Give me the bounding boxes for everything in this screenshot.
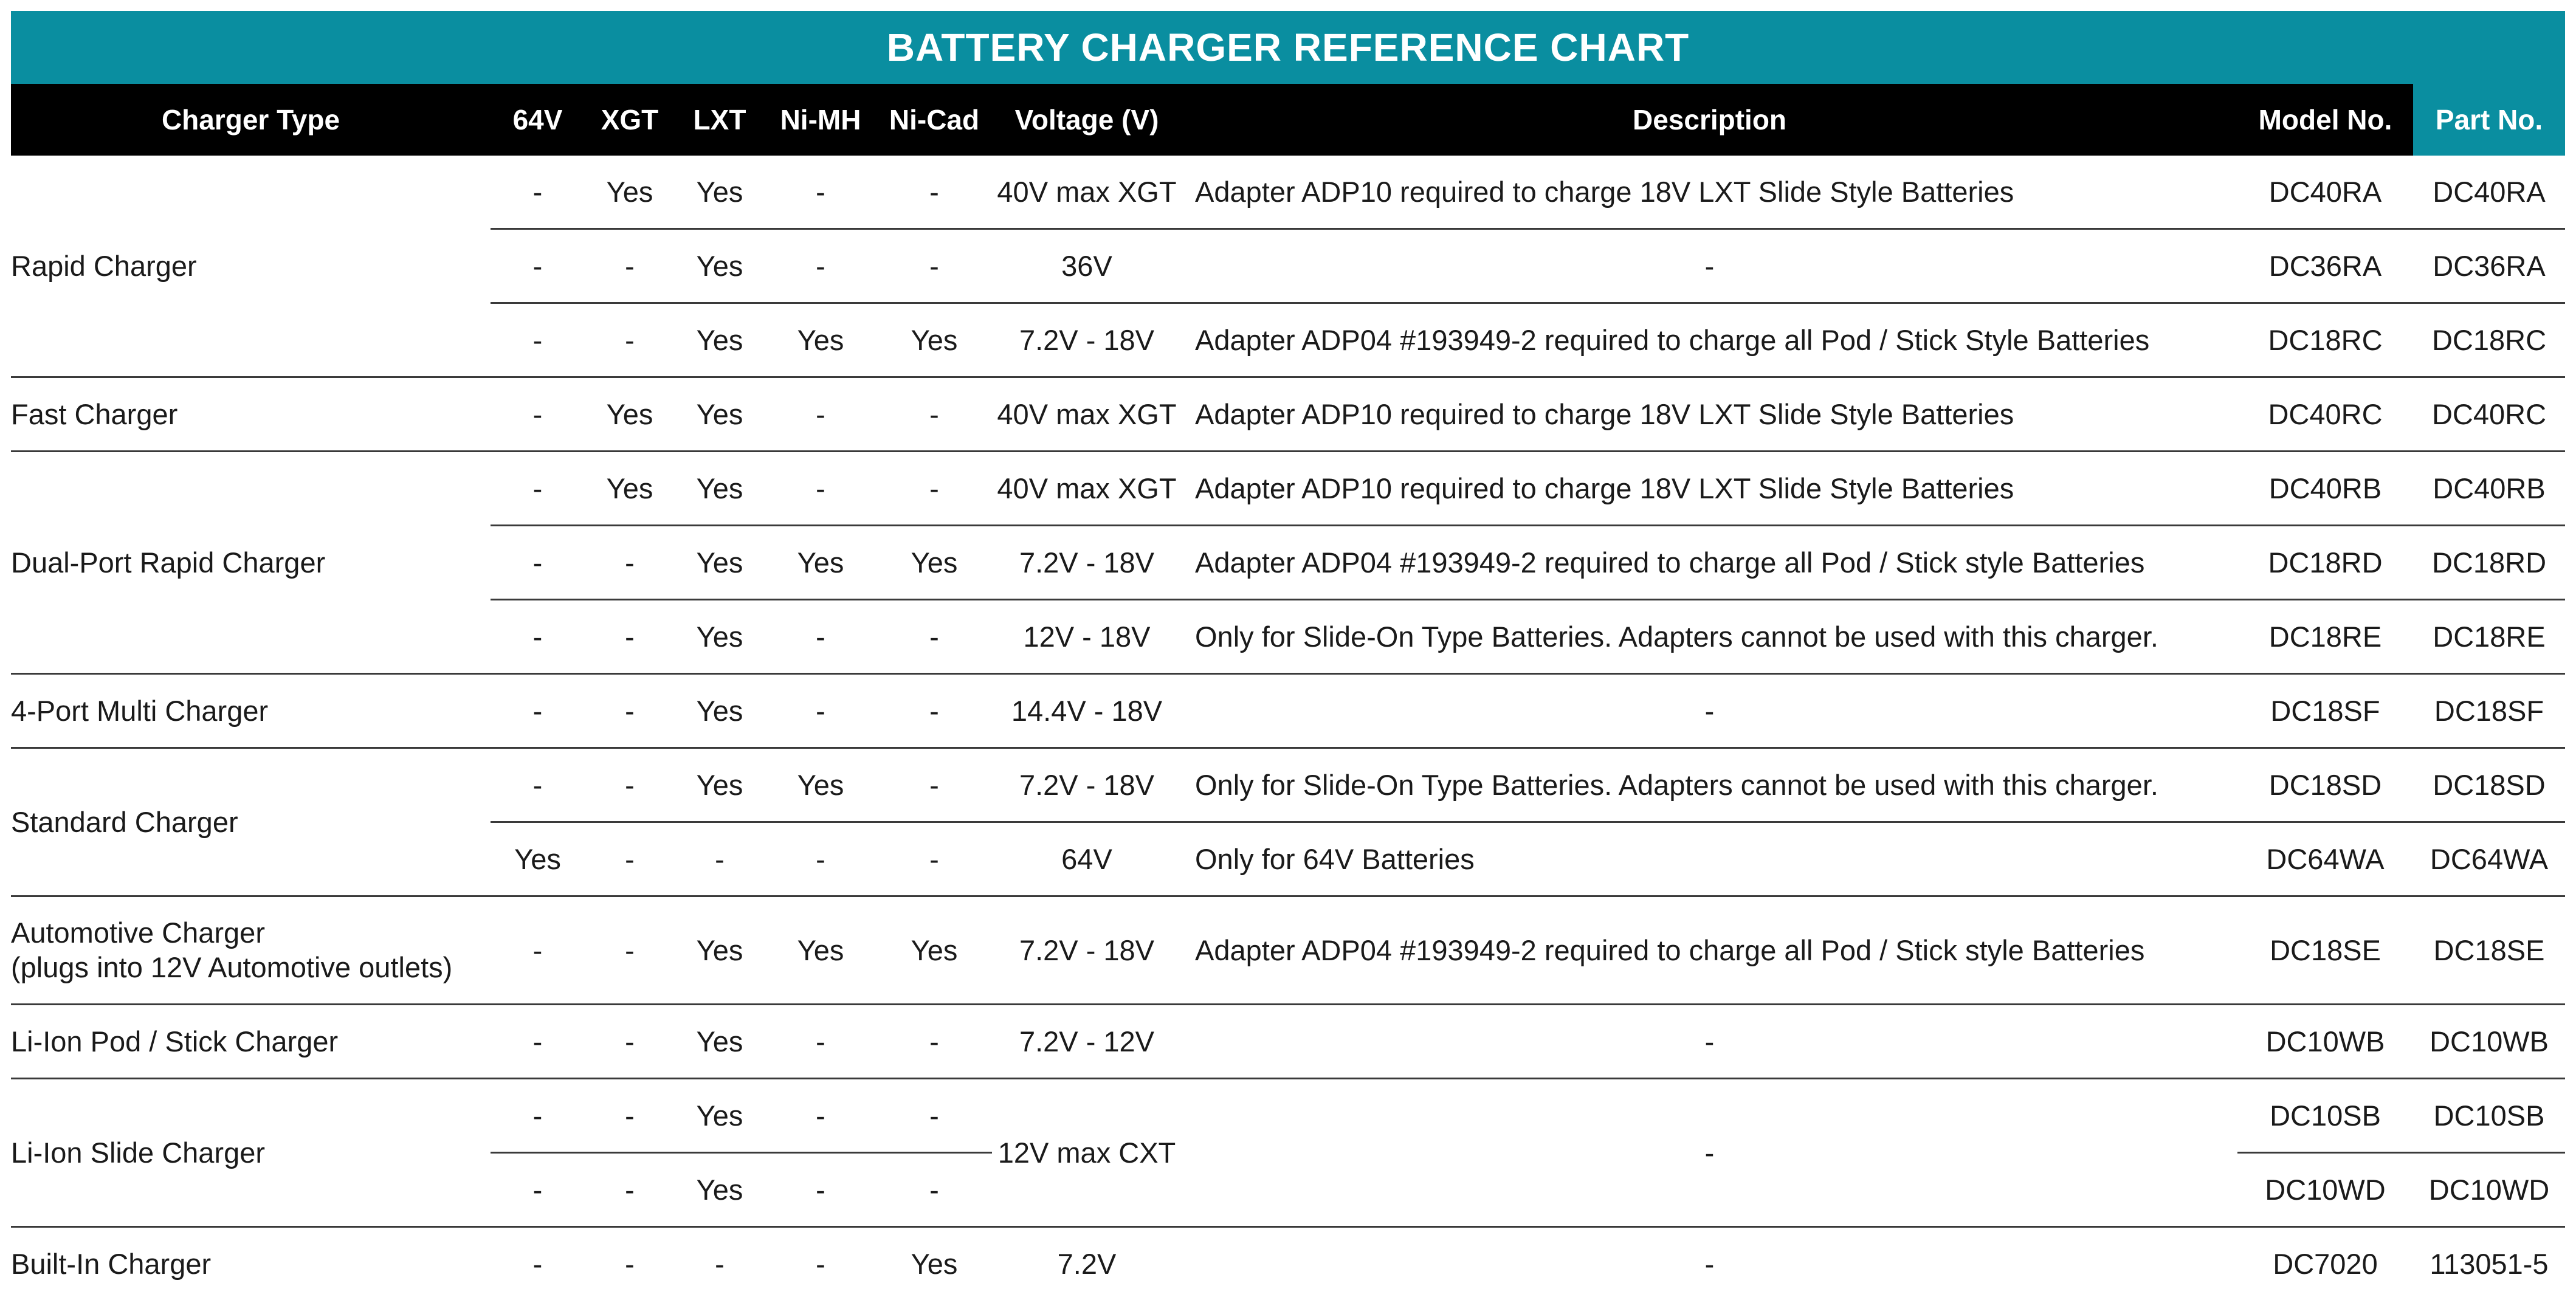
cell-nimh: - bbox=[765, 1005, 876, 1079]
cell-description: - bbox=[1182, 1079, 2237, 1227]
cell-nicad: - bbox=[876, 452, 992, 526]
cell-part-no: DC18SD bbox=[2413, 748, 2565, 822]
cell-xgt: - bbox=[585, 303, 675, 377]
cell-xgt: Yes bbox=[585, 452, 675, 526]
cell-nicad: - bbox=[876, 822, 992, 896]
cell-part-no: DC18RC bbox=[2413, 303, 2565, 377]
cell-64v: - bbox=[491, 748, 585, 822]
cell-part-no: DC10WD bbox=[2413, 1153, 2565, 1227]
cell-nimh: Yes bbox=[765, 896, 876, 1005]
cell-nimh: Yes bbox=[765, 526, 876, 600]
chart-title: BATTERY CHARGER REFERENCE CHART bbox=[11, 11, 2565, 84]
cell-part-no: DC10SB bbox=[2413, 1079, 2565, 1153]
charger-type-cell bbox=[11, 377, 491, 452]
cell-voltage: 40V max XGT bbox=[992, 452, 1182, 526]
cell-lxt: Yes bbox=[675, 1153, 765, 1227]
cell-description: - bbox=[1182, 674, 2237, 748]
cell-xgt: - bbox=[585, 1227, 675, 1300]
cell-xgt: - bbox=[585, 896, 675, 1005]
cell-64v: - bbox=[491, 674, 585, 748]
cell-lxt: Yes bbox=[675, 377, 765, 452]
cell-nimh: - bbox=[765, 1227, 876, 1300]
cell-lxt: Yes bbox=[675, 156, 765, 229]
cell-64v: Yes bbox=[491, 822, 585, 896]
table-row bbox=[11, 896, 2565, 1005]
cell-nicad: - bbox=[876, 674, 992, 748]
cell-part-no: DC64WA bbox=[2413, 822, 2565, 896]
cell-voltage: 7.2V - 18V bbox=[992, 303, 1182, 377]
cell-part-no: DC18RE bbox=[2413, 600, 2565, 674]
table-body bbox=[11, 156, 2565, 1300]
charger-type-cell bbox=[11, 748, 491, 896]
cell-nimh: - bbox=[765, 600, 876, 674]
cell-xgt: - bbox=[585, 1153, 675, 1227]
header-row bbox=[11, 84, 2565, 156]
charger-type: Rapid Charger bbox=[11, 250, 197, 282]
cell-xgt: - bbox=[585, 526, 675, 600]
cell-model-no: DC18RD bbox=[2237, 526, 2413, 600]
cell-64v: - bbox=[491, 896, 585, 1005]
cell-nicad: - bbox=[876, 1153, 992, 1227]
charger-type: Dual-Port Rapid Charger bbox=[11, 546, 325, 579]
cell-64v: - bbox=[491, 1079, 585, 1153]
cell-voltage: 7.2V bbox=[992, 1227, 1182, 1300]
cell-nimh: Yes bbox=[765, 303, 876, 377]
cell-64v: - bbox=[491, 452, 585, 526]
cell-part-no: DC18SF bbox=[2413, 674, 2565, 748]
cell-model-no: DC40RB bbox=[2237, 452, 2413, 526]
cell-nicad: - bbox=[876, 748, 992, 822]
cell-model-no: DC18SF bbox=[2237, 674, 2413, 748]
cell-lxt: Yes bbox=[675, 674, 765, 748]
cell-description: Adapter ADP10 required to charge 18V LXT Slide Style Batteries bbox=[1182, 377, 2237, 452]
charger-type: Built-In Charger bbox=[11, 1248, 211, 1280]
cell-lxt: Yes bbox=[675, 1005, 765, 1079]
charger-type-cell bbox=[11, 1079, 491, 1227]
cell-64v: - bbox=[491, 600, 585, 674]
charger-table bbox=[11, 84, 2565, 1300]
charger-type: Fast Charger bbox=[11, 398, 177, 430]
cell-xgt: - bbox=[585, 600, 675, 674]
col-xgt: XGT bbox=[585, 84, 675, 156]
cell-description: Only for 64V Batteries bbox=[1182, 822, 2237, 896]
cell-nicad: - bbox=[876, 1005, 992, 1079]
cell-xgt: - bbox=[585, 748, 675, 822]
cell-xgt: - bbox=[585, 822, 675, 896]
table-row bbox=[11, 1005, 2565, 1079]
cell-model-no: DC10WB bbox=[2237, 1005, 2413, 1079]
cell-description: Only for Slide-On Type Batteries. Adapters cannot be used with this charger. bbox=[1182, 600, 2237, 674]
cell-model-no: DC40RA bbox=[2237, 156, 2413, 229]
cell-part-no: DC18SE bbox=[2413, 896, 2565, 1005]
cell-64v: - bbox=[491, 1005, 585, 1079]
cell-nimh: - bbox=[765, 674, 876, 748]
cell-64v: - bbox=[491, 1153, 585, 1227]
cell-lxt: Yes bbox=[675, 896, 765, 1005]
cell-64v: - bbox=[491, 229, 585, 303]
cell-64v: - bbox=[491, 377, 585, 452]
cell-lxt: Yes bbox=[675, 748, 765, 822]
cell-part-no: DC36RA bbox=[2413, 229, 2565, 303]
cell-nicad: - bbox=[876, 600, 992, 674]
cell-voltage: 40V max XGT bbox=[992, 377, 1182, 452]
cell-nimh: - bbox=[765, 822, 876, 896]
cell-nimh: - bbox=[765, 229, 876, 303]
cell-part-no: DC40RA bbox=[2413, 156, 2565, 229]
cell-voltage: 7.2V - 12V bbox=[992, 1005, 1182, 1079]
cell-description: Adapter ADP04 #193949-2 required to charge all Pod / Stick style Batteries bbox=[1182, 896, 2237, 1005]
table-row bbox=[11, 748, 2565, 822]
cell-voltage: 7.2V - 18V bbox=[992, 896, 1182, 1005]
cell-description: Adapter ADP10 required to charge 18V LXT Slide Style Batteries bbox=[1182, 156, 2237, 229]
cell-model-no: DC18SE bbox=[2237, 896, 2413, 1005]
cell-xgt: Yes bbox=[585, 156, 675, 229]
cell-lxt: - bbox=[675, 822, 765, 896]
cell-voltage: 7.2V - 18V bbox=[992, 526, 1182, 600]
cell-lxt: Yes bbox=[675, 229, 765, 303]
cell-voltage: 64V bbox=[992, 822, 1182, 896]
cell-nicad: Yes bbox=[876, 303, 992, 377]
cell-lxt: Yes bbox=[675, 526, 765, 600]
table-row bbox=[11, 674, 2565, 748]
cell-model-no: DC18RC bbox=[2237, 303, 2413, 377]
cell-nimh: - bbox=[765, 1153, 876, 1227]
charger-type-cell bbox=[11, 452, 491, 674]
cell-lxt: Yes bbox=[675, 303, 765, 377]
cell-nicad: Yes bbox=[876, 1227, 992, 1300]
cell-part-no: DC18RD bbox=[2413, 526, 2565, 600]
cell-model-no: DC40RC bbox=[2237, 377, 2413, 452]
col-nimh: Ni-MH bbox=[765, 84, 876, 156]
col-part-no: Part No. bbox=[2413, 84, 2565, 156]
cell-model-no: DC10WD bbox=[2237, 1153, 2413, 1227]
table-row bbox=[11, 1227, 2565, 1300]
cell-voltage: 36V bbox=[992, 229, 1182, 303]
cell-model-no: DC36RA bbox=[2237, 229, 2413, 303]
cell-description: - bbox=[1182, 1005, 2237, 1079]
cell-voltage: 12V - 18V bbox=[992, 600, 1182, 674]
cell-voltage: 40V max XGT bbox=[992, 156, 1182, 229]
charger-type: 4-Port Multi Charger bbox=[11, 695, 268, 727]
cell-lxt: Yes bbox=[675, 452, 765, 526]
cell-model-no: DC64WA bbox=[2237, 822, 2413, 896]
cell-nicad: Yes bbox=[876, 526, 992, 600]
cell-nimh: - bbox=[765, 156, 876, 229]
cell-nimh: - bbox=[765, 452, 876, 526]
cell-voltage: 14.4V - 18V bbox=[992, 674, 1182, 748]
col-model-no: Model No. bbox=[2237, 84, 2413, 156]
cell-part-no: DC40RB bbox=[2413, 452, 2565, 526]
charger-type-cell bbox=[11, 156, 491, 377]
cell-description: - bbox=[1182, 1227, 2237, 1300]
cell-description: - bbox=[1182, 229, 2237, 303]
cell-64v: - bbox=[491, 1227, 585, 1300]
cell-lxt: Yes bbox=[675, 1079, 765, 1153]
cell-xgt: - bbox=[585, 1079, 675, 1153]
table-row bbox=[11, 1079, 2565, 1153]
chart-container bbox=[11, 11, 2565, 1300]
cell-lxt: - bbox=[675, 1227, 765, 1300]
cell-nicad: - bbox=[876, 1079, 992, 1153]
cell-nimh: - bbox=[765, 1079, 876, 1153]
cell-nimh: Yes bbox=[765, 748, 876, 822]
cell-xgt: - bbox=[585, 674, 675, 748]
cell-64v: - bbox=[491, 156, 585, 229]
cell-model-no: DC18RE bbox=[2237, 600, 2413, 674]
cell-part-no: DC40RC bbox=[2413, 377, 2565, 452]
charger-type: Li-Ion Pod / Stick Charger bbox=[11, 1025, 338, 1058]
cell-part-no: 113051-5 bbox=[2413, 1227, 2565, 1300]
cell-xgt: Yes bbox=[585, 377, 675, 452]
cell-xgt: - bbox=[585, 1005, 675, 1079]
cell-nimh: - bbox=[765, 377, 876, 452]
cell-64v: - bbox=[491, 526, 585, 600]
cell-64v: - bbox=[491, 303, 585, 377]
charger-type-note: (plugs into 12V Automotive outlets) bbox=[11, 951, 452, 983]
cell-model-no: DC10SB bbox=[2237, 1079, 2413, 1153]
cell-description: Adapter ADP10 required to charge 18V LXT Slide Style Batteries bbox=[1182, 452, 2237, 526]
cell-xgt: - bbox=[585, 229, 675, 303]
cell-description: Only for Slide-On Type Batteries. Adapters cannot be used with this charger. bbox=[1182, 748, 2237, 822]
cell-nicad: - bbox=[876, 377, 992, 452]
cell-part-no: DC10WB bbox=[2413, 1005, 2565, 1079]
col-charger-type: Charger Type bbox=[11, 84, 491, 156]
col-lxt: LXT bbox=[675, 84, 765, 156]
charger-type-cell bbox=[11, 674, 491, 748]
cell-voltage: 12V max CXT bbox=[992, 1079, 1182, 1227]
cell-nicad: - bbox=[876, 156, 992, 229]
cell-nicad: - bbox=[876, 229, 992, 303]
cell-model-no: DC7020 bbox=[2237, 1227, 2413, 1300]
cell-voltage: 7.2V - 18V bbox=[992, 748, 1182, 822]
cell-nicad: Yes bbox=[876, 896, 992, 1005]
charger-type: Li-Ion Slide Charger bbox=[11, 1137, 265, 1169]
cell-lxt: Yes bbox=[675, 600, 765, 674]
table-row bbox=[11, 377, 2565, 452]
charger-type-cell bbox=[11, 1005, 491, 1079]
col-voltage: Voltage (V) bbox=[992, 84, 1182, 156]
charger-type-cell bbox=[11, 896, 491, 1005]
cell-model-no: DC18SD bbox=[2237, 748, 2413, 822]
charger-type: Automotive Charger bbox=[11, 917, 265, 949]
cell-description: Adapter ADP04 #193949-2 required to charge all Pod / Stick style Batteries bbox=[1182, 526, 2237, 600]
table-row bbox=[11, 156, 2565, 229]
cell-description: Adapter ADP04 #193949-2 required to charge all Pod / Stick Style Batteries bbox=[1182, 303, 2237, 377]
table-row bbox=[11, 452, 2565, 526]
charger-type-cell bbox=[11, 1227, 491, 1300]
col-description: Description bbox=[1182, 84, 2237, 156]
col-64v: 64V bbox=[491, 84, 585, 156]
col-nicad: Ni-Cad bbox=[876, 84, 992, 156]
charger-type: Standard Charger bbox=[11, 806, 238, 838]
